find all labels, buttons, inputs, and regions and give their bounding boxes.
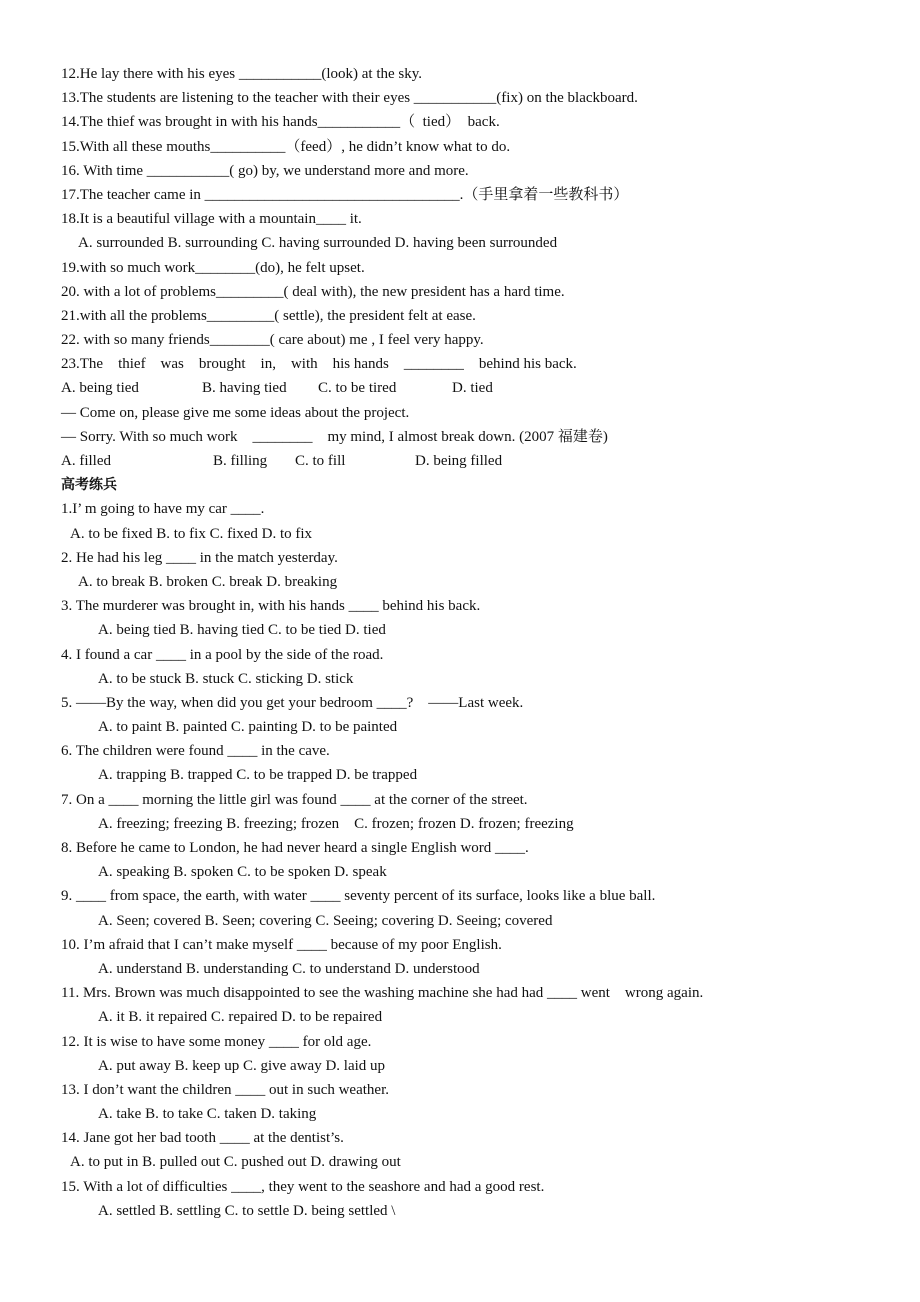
- option-c: C. to be tired: [318, 380, 397, 397]
- option-a: A. filled: [61, 453, 111, 469]
- exam-options: A. to put in B. pulled out C. pushed out D. drawing out: [70, 1154, 401, 1171]
- grammar-exercise-part1: [0, 62, 920, 376]
- option-d: D. tied: [452, 380, 493, 397]
- question-line: 23.The thief was brought in, with his hands ________ behind his back.: [61, 356, 577, 373]
- exam-question: 1.I’ m going to have my car ____.: [61, 501, 265, 518]
- exam-options: A. settled B. settling C. to settle D. being settled \: [98, 1202, 396, 1219]
- exam-options: A. to paint B. painted C. painting D. to be painted: [98, 719, 398, 736]
- exam-question: 3. The murderer was brought in, with his hands ____ behind his back.: [61, 598, 481, 615]
- option-b: B. having tied: [202, 380, 287, 397]
- exam-question: 13. I don’t want the children ____ out in such weather.: [61, 1081, 389, 1098]
- exam-options: A. to break B. broken C. break D. breaking: [78, 573, 338, 590]
- question-line: 15.With all these mouths__________（feed）, he didn’t know what to do.: [61, 138, 511, 155]
- question-line: 13.The students are listening to the teacher with their eyes ___________(fix) on the blackboard.: [61, 90, 638, 107]
- exam-options: A. to be fixed B. to fix C. fixed D. to fix: [70, 525, 313, 542]
- question-options: A. surrounded B. surrounding C. having surrounded D. having been surrounded: [78, 235, 558, 252]
- question-line: 16. With time ___________( go) by, we understand more and more.: [61, 162, 469, 179]
- question-line: 18.It is a beautiful village with a mountain____ it.: [61, 211, 362, 228]
- question-line: 12.He lay there with his eyes ___________(look) at the sky.: [61, 66, 423, 82]
- exam-options: A. being tied B. having tied C. to be tied D. tied: [98, 622, 386, 639]
- exam-options: A. it B. it repaired C. repaired D. to be repaired: [98, 1009, 383, 1026]
- option-c: C. to fill: [295, 453, 346, 469]
- exam-question: 11. Mrs. Brown was much disappointed to see the washing machine she had had ____ went wrong again.: [61, 985, 704, 1002]
- exam-options: A. freezing; freezing B. freezing; frozen C. frozen; frozen D. frozen; freezing: [98, 815, 574, 832]
- q23-options: [61, 376, 920, 400]
- exam-question: 4. I found a car ____ in a pool by the side of the road.: [61, 646, 384, 663]
- question-line: 20. with a lot of problems_________( deal with), the new president has a hard time.: [61, 283, 565, 300]
- question-line: 22. with so many friends________( care about) me , I feel very happy.: [61, 332, 484, 349]
- section-title: 高考练兵: [61, 477, 117, 494]
- question-line: 21.with all the problems_________( settle), the president felt at ease.: [61, 307, 476, 324]
- exam-question: 6. The children were found ____ in the cave.: [61, 743, 330, 760]
- exam-options: A. understand B. understanding C. to understand D. understood: [98, 960, 480, 977]
- exam-options: A. trapping B. trapped C. to be trapped D. be trapped: [98, 767, 418, 784]
- exam-options: A. speaking B. spoken C. to be spoken D. speak: [98, 864, 387, 881]
- dialog-line-1: — Come on, please give me some ideas about the project.: [61, 404, 410, 421]
- exam-question: 2. He had his leg ____ in the match yesterday.: [61, 549, 338, 566]
- question-line: 17.The teacher came in __________________________________.（手里拿着一些教科书）: [61, 186, 629, 203]
- option-d: D. being filled: [415, 453, 503, 469]
- exam-question: 10. I’m afraid that I can’t make myself ____ because of my poor English.: [61, 936, 502, 953]
- dialog-line-2: — Sorry. With so much work ________ my mind, I almost break down. (2007 福建卷): [61, 428, 608, 445]
- exam-options: A. take B. to take C. taken D. taking: [98, 1106, 317, 1123]
- exam-options: A. put away B. keep up C. give away D. laid up: [98, 1057, 386, 1074]
- dialog-options: [61, 449, 920, 473]
- exam-question: 5. ——By the way, when did you get your bedroom ____? ——Last week.: [61, 694, 524, 711]
- exam-question: 9. ____ from space, the earth, with water ____ seventy percent of its surface, looks like a blue ball.: [61, 888, 656, 905]
- question-line: 14.The thief was brought in with his hands___________（ tied） back.: [61, 114, 500, 131]
- exam-practice-list: [0, 497, 920, 1223]
- exam-options: A. to be stuck B. stuck C. sticking D. stick: [98, 670, 354, 687]
- exam-question: 14. Jane got her bad tooth ____ at the dentist’s.: [61, 1130, 344, 1147]
- exam-question: 12. It is wise to have some money ____ for old age.: [61, 1033, 372, 1050]
- exam-question: 8. Before he came to London, he had never heard a single English word ____.: [61, 840, 529, 856]
- option-b: B. filling: [213, 453, 268, 469]
- question-line: 19.with so much work________(do), he felt upset.: [61, 259, 365, 276]
- worksheet-page: [0, 62, 920, 1223]
- option-a: A. being tied: [61, 380, 139, 397]
- exam-question: 7. On a ____ morning the little girl was found ____ at the corner of the street.: [61, 791, 528, 808]
- exam-options: A. Seen; covered B. Seen; covering C. Seeing; covering D. Seeing; covered: [98, 912, 553, 929]
- exam-question: 15. With a lot of difficulties ____, they went to the seashore and had a good rest.: [61, 1178, 545, 1195]
